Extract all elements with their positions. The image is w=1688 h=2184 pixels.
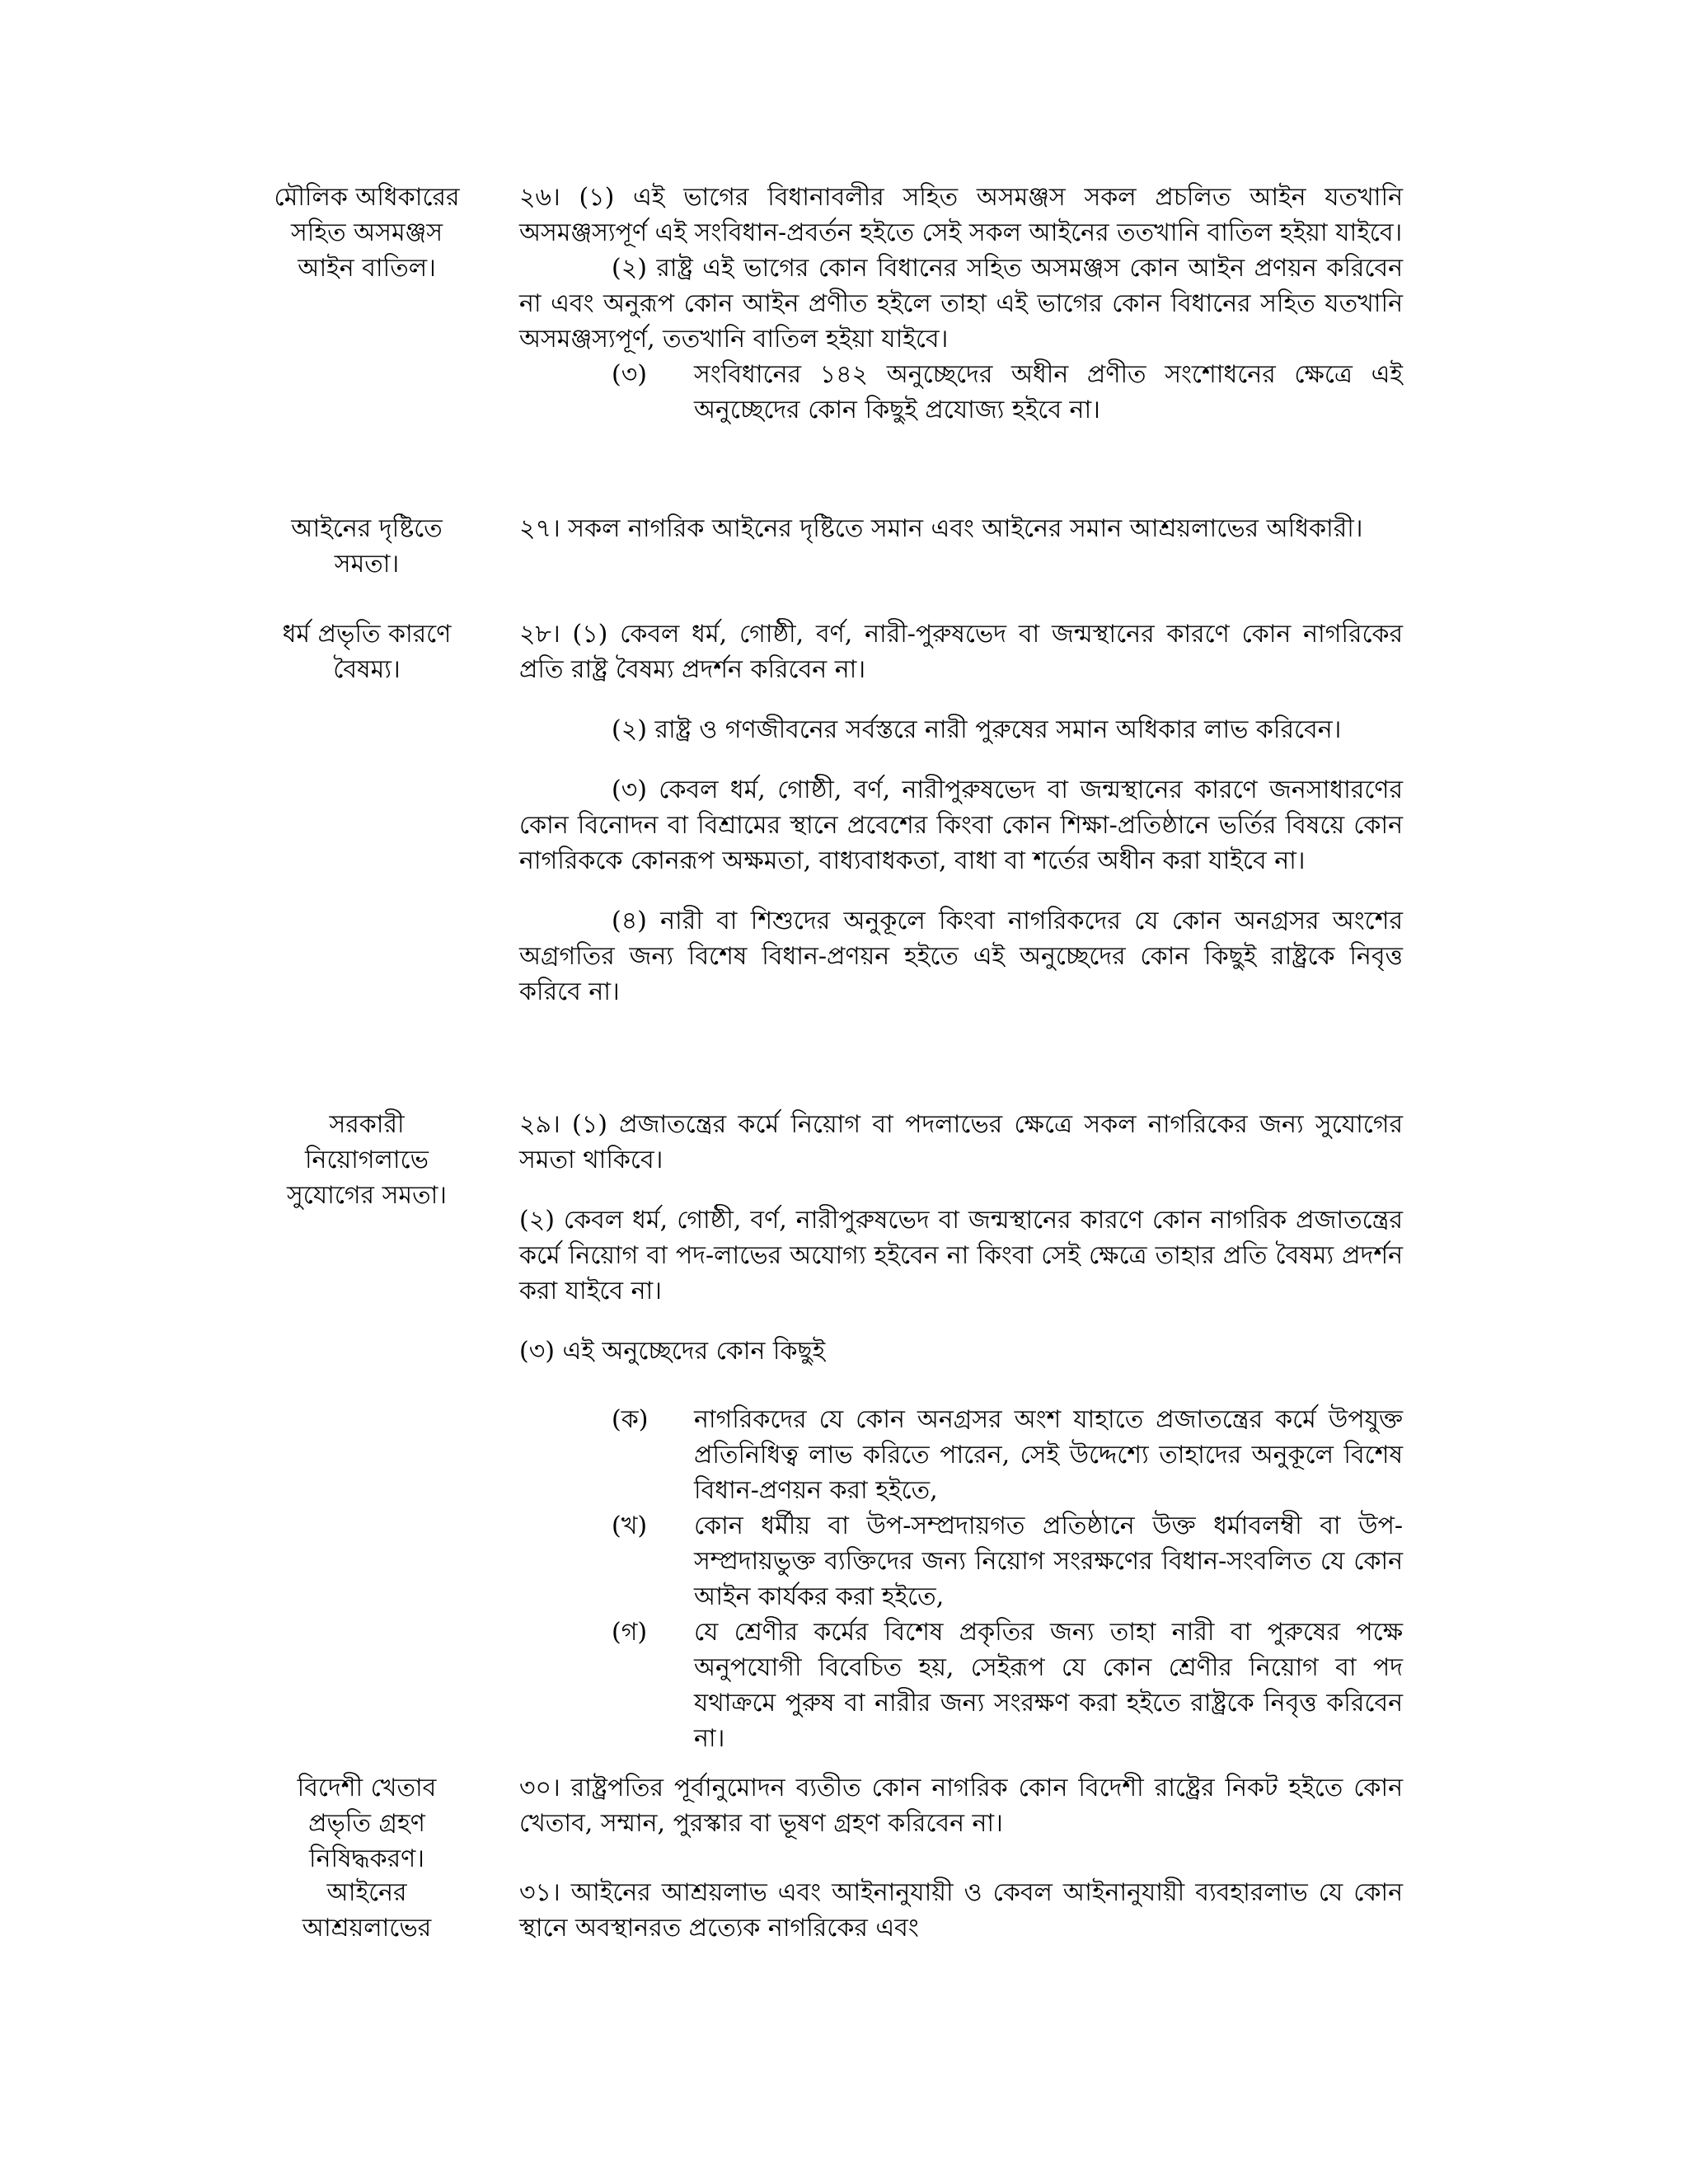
- clause-text: সংবিধানের ১৪২ অনুচ্ছেদের অধীন প্রণীত সংশোধনের ক্ষেত্রে এই অনুচ্ছেদের কোন কিছুই প্রযোজ্য হইবে না।: [694, 360, 1403, 424]
- side-note-28: ধর্ম প্রভৃতি কারণে বৈষম্য।: [282, 620, 452, 684]
- clause-label: (৩): [612, 360, 647, 389]
- side-note-30: বিদেশী খেতাব প্রভৃতি গ্রহণ নিষিদ্ধকরণ।: [297, 1774, 437, 1873]
- side-note-27: আইনের দৃষ্টিতে সমতা।: [291, 514, 443, 579]
- article-29-clause-1: ২৯। (১) প্রজাতন্ত্রের কর্মে নিয়োগ বা পদলাভের ক্ষেত্রে সকল নাগরিকের জন্য সুযোগের সমতা থাকিবে।: [519, 1110, 1403, 1174]
- article-28-clause-4: (৪) নারী বা শিশুদের অনুকূলে কিংবা নাগরিকদের যে কোন অনগ্রসর অংশের অগ্রগতির জন্য বিশেষ বিধান-প্রণয়ন হইতে এই অনুচ্ছেদের কোন কিছুই রাষ্ট্রকে নিবৃত্ত করিবে না।: [519, 907, 1403, 1006]
- article-26-body: [519, 180, 1403, 428]
- article-28-clause-2: (২) রাষ্ট্র ও গণজীবনের সর্বস্তরে নারী পুরুষের সমান অধিকার লাভ করিবেন।: [612, 715, 1342, 744]
- item-label: (ক): [612, 1405, 649, 1434]
- article-27-body: [519, 511, 1403, 546]
- list-item-kha: [612, 1508, 1403, 1615]
- article-28-body: [519, 616, 1403, 1010]
- article-29-clause-2: (২) কেবল ধর্ম, গোষ্ঠী, বর্ণ, নারীপুরুষভেদ বা জন্মস্থানের কারণে কোন নাগরিক প্রজাতন্ত্রের কর্মে নিয়োগ বা পদ-লাভের অযোগ্য হইবেন না কিংবা সেই ক্ষেত্রে তাহার প্রতি বৈষম্য প্রদর্শন করা যাইবে না।: [519, 1206, 1403, 1305]
- item-label: (গ): [612, 1618, 648, 1647]
- item-text: নাগরিকদের যে কোন অনগ্রসর অংশ যাহাতে প্রজাতন্ত্রের কর্মে উপযুক্ত প্রতিনিধিত্ব লাভ করিতে পারেন, সেই উদ্দেশ্যে তাহাদের অনুকূলে বিশেষ বিধান-প্রণয়ন করা হইতে,: [694, 1405, 1403, 1505]
- article-29-body: [519, 1107, 1403, 1756]
- article-31-text: ৩১। আইনের আশ্রয়লাভ এবং আইনানুযায়ী ও কেবল আইনানুযায়ী ব্যবহারলাভ যে কোন স্থানে অবস্থানরত প্রত্যেক নাগরিকের এবং: [519, 1878, 1403, 1943]
- article-30-text: ৩০। রাষ্ট্রপতির পূর্বানুমোদন ব্যতীত কোন নাগরিক কোন বিদেশী রাষ্ট্রের নিকট হইতে কোন খেতাব, সম্মান, পুরস্কার বা ভূষণ গ্রহণ করিবেন না।: [519, 1774, 1403, 1838]
- item-text: কোন ধর্মীয় বা উপ-সম্প্রদায়গত প্রতিষ্ঠানে উক্ত ধর্মাবলম্বী বা উপ-সম্প্রদায়ভুক্ত ব্যক্তিদের জন্য নিয়োগ সংরক্ষণের বিধান-সংবলিত যে কোন আইন কার্যকর করা হইতে,: [694, 1511, 1403, 1611]
- side-note-31: আইনের আশ্রয়লাভের: [302, 1878, 432, 1943]
- list-item-ga: [612, 1615, 1403, 1756]
- article-27-text: ২৭। সকল নাগরিক আইনের দৃষ্টিতে সমান এবং আইনের সমান আশ্রয়লাভের অধিকারী।: [519, 514, 1363, 543]
- article-29-clause-3: (৩) এই অনুচ্ছেদের কোন কিছুই: [519, 1337, 826, 1366]
- item-label: (খ): [612, 1511, 648, 1540]
- article-26-clause-1: ২৬। (১) এই ভাগের বিধানাবলীর সহিত অসমঞ্জস সকল প্রচলিত আইন যতখানি অসমঞ্জস্যপূর্ণ এই সংবিধান-প্রবর্তন হইতে সেই সকল আইনের ততখানি বাতিল হইয়া যাইবে।: [519, 183, 1403, 247]
- article-28-clause-3: (৩) কেবল ধর্ম, গোষ্ঠী, বর্ণ, নারীপুরুষভেদ বা জন্মস্থানের কারণে জনসাধারণের কোন বিনোদন বা বিশ্রামের স্থানে প্রবেশের কিংবা কোন শিক্ষা-প্রতিষ্ঠানে ভর্তির বিষয়ে কোন নাগরিককে কোনরূপ অক্ষমতা, বাধ্যবাধকতা, বাধা বা শর্তের অধীন করা যাইবে না।: [519, 776, 1403, 875]
- side-note-26: মৌলিক অধিকারের সহিত অসমঞ্জস আইন বাতিল।: [274, 183, 460, 283]
- article-26-clause-3: [612, 357, 1403, 428]
- article-31-body: [519, 1875, 1403, 1946]
- side-note-29: সরকারী নিয়োগলাভে সুযোগের সমতা।: [286, 1110, 448, 1210]
- list-item-ka: [612, 1402, 1403, 1508]
- item-text: যে শ্রেণীর কর্মের বিশেষ প্রকৃতির জন্য তাহা নারী বা পুরুষের পক্ষে অনুপযোগী বিবেচিত হয়, সেইরূপ যে কোন শ্রেণীর নিয়োগ বা পদ যথাক্রমে পুরুষ বা নারীর জন্য সংরক্ষণ করা হইতে রাষ্ট্রকে নিবৃত্ত করিবেন না।: [694, 1618, 1403, 1753]
- article-28-clause-1: ২৮। (১) কেবল ধর্ম, গোষ্ঠী, বর্ণ, নারী-পুরুষভেদ বা জন্মস্থানের কারণে কোন নাগরিকের প্রতি রাষ্ট্র বৈষম্য প্রদর্শন করিবেন না।: [519, 620, 1403, 684]
- article-30-body: [519, 1770, 1403, 1841]
- article-29-items: [612, 1402, 1403, 1756]
- article-26-clause-2: (২) রাষ্ট্র এই ভাগের কোন বিধানের সহিত অসমঞ্জস কোন আইন প্রণয়ন করিবেন না এবং অনুরূপ কোন আইন প্রণীত হইলে তাহা এই ভাগের কোন বিধানের সহিত যতখানি অসমঞ্জস্যপূর্ণ, ততখানি বাতিল হইয়া যাইবে।: [519, 254, 1403, 354]
